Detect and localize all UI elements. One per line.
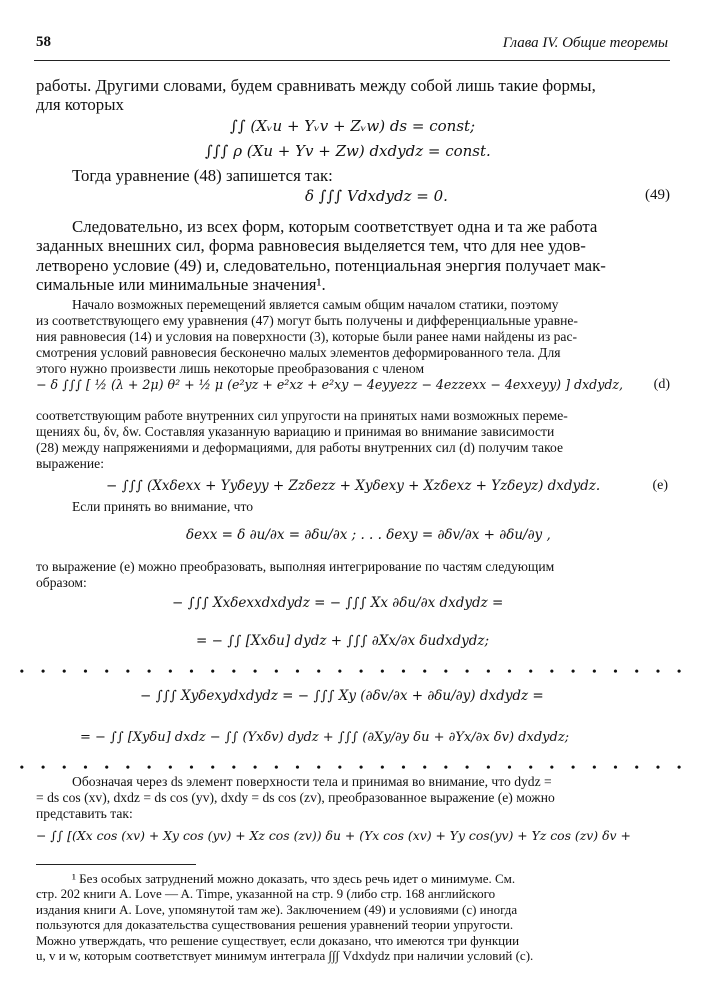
text-line: соответствующим работе внутренних сил упругости на принятых нами возможных переме-	[36, 408, 568, 423]
text-line: Обозначая через ds элемент поверхности тела и принимая во внимание, что dydz =	[72, 774, 552, 789]
text-line: Начало возможных перемещений является самым общим началом статики, поэтому	[72, 297, 559, 312]
paragraph-then: Тогда уравнение (48) запишется так:	[72, 166, 333, 185]
text-line: щениях δu, δv, δw. Составляя указанную вариацию и принимая во внимание зависимости	[36, 424, 555, 440]
text-line: из соответствующего ему уравнения (47) могут быть получены и дифференциальные уравне-	[36, 313, 578, 329]
equation-h1: − ∫∫∫ Xyδexydxdydz = − ∫∫∫ Xy (∂δv/∂x + ∂δu/∂y) dxdydz =	[140, 688, 544, 704]
equation-49-tag: (49)	[645, 187, 670, 203]
text-line: смотрения условий равновесия бесконечно малых элементов деформированного тела. Для	[36, 345, 561, 361]
text-line: Можно утверждать, что решение существует, если доказано, что имеются три функции	[36, 932, 520, 948]
equation-strain-variations: δexx = δ ∂u/∂x = ∂δu/∂x ; . . . δexy = ∂δv/∂x + ∂δu/∂y ,	[186, 527, 551, 543]
dotted-separator: • • • • • • • • • • • • • • • • • • • • • • • • • • • • • • • •	[19, 664, 689, 678]
text-line: образом:	[36, 575, 87, 591]
equation-volume-work: ∫∫∫ ρ (Xu + Yv + Zw) dxdydz = const.	[205, 142, 491, 160]
chapter-title: Глава IV. Общие теоремы	[502, 35, 668, 51]
header-rule	[34, 60, 670, 61]
text-line: Следовательно, из всех форм, которым соответствует одна и та же работа	[72, 217, 598, 236]
equation-g1: − ∫∫∫ Xxδexxdxdydz = − ∫∫∫ Xx ∂δu/∂x dxdydz =	[172, 595, 504, 611]
text-line: u, v и w, которым соответствует минимум интеграла ∫∫∫ Vdxdydz при наличии условий (c).	[36, 948, 534, 964]
paragraph-virtual-displacements	[36, 297, 672, 377]
text-line: издания книги A. Love, упомянутой там же). Заключением (49) и условиями (c) иногда	[36, 901, 518, 917]
footnote-rule	[36, 864, 196, 865]
text-line: выражение:	[36, 456, 104, 472]
text-line: = ds cos (xv), dxdz = ds cos (yv), dxdy = ds cos (zv), преобразованное выражение (e) можно	[36, 790, 555, 806]
text-line: симальные или минимальные значения¹.	[36, 275, 326, 295]
equation-49: δ ∫∫∫ Vdxdydz = 0.	[305, 187, 448, 205]
equation-i: − ∫∫ [(Xx cos (xv) + Xy cos (yv) + Xz cos (zv)) δu + (Yx cos (xv) + Yy cos(yv) + Yz cos (zv) δv +	[36, 828, 631, 843]
text-line: то выражение (e) можно преобразовать, выполняя интегрирование по частям следующим	[36, 559, 555, 574]
paragraph-surface-element	[36, 774, 672, 822]
paragraph-conclusion	[36, 217, 672, 295]
page-number: 58	[36, 34, 51, 50]
text-line: заданных внешних сил, форма равновесия выделяется тем, что для нее удов-	[36, 236, 586, 256]
equation-d: − δ ∫∫∫ [ ½ (λ + 2μ) θ² + ½ μ (e²yz + e²xz + e²xy − 4eyyezz − 4ezzexx − 4exxeyy) ] dxdydz,	[36, 377, 624, 392]
text-line: представить так:	[36, 806, 133, 822]
paragraph-note: Если принять во внимание, что	[72, 499, 254, 514]
equation-e-tag: (e)	[652, 478, 668, 493]
equation-e: − ∫∫∫ (Xxδexx + Yyδeyy + Zzδezz + Xyδexy + Xzδexz + Yzδeyz) dxdydz.	[106, 478, 601, 494]
equation-g2: = − ∫∫ [Xxδu] dydz + ∫∫∫ ∂Xx/∂x δudxdydz;	[196, 633, 490, 649]
equation-h2: = − ∫∫ [Xyδu] dxdz − ∫∫ (Yxδv) dydz + ∫∫∫ (∂Xy/∂y δu + ∂Yx/∂x δv) dxdydz;	[80, 730, 570, 745]
text-line: (28) между напряжениями и деформациями, для работы внутренних сил (d) получим такое	[36, 440, 563, 456]
paragraph-variation	[36, 408, 672, 472]
footnote	[36, 871, 672, 964]
text-line: ¹ Без особых затруднений можно доказать, что здесь речь идет о минимуме. См.	[72, 871, 516, 886]
text-line: этого нужно произвести лишь некоторые преобразования с членом	[36, 361, 425, 377]
text-line: ния равновесия (14) и условия на поверхности (3), которые были ранее нами найдены из рас-	[36, 329, 578, 345]
paragraph-integration	[36, 559, 672, 591]
equation-surface-work: ∫∫ (Xᵥu + Yᵥv + Zᵥw) ds = const;	[230, 117, 476, 135]
text-line: пользуются для доказательства существования решения уравнений теории упругости.	[36, 917, 514, 933]
text-line: для которых	[36, 95, 124, 115]
text-line: летворено условие (49) и, следовательно, потенциальная энергия получает мак-	[36, 255, 606, 275]
text-line: стр. 202 книги A. Love — A. Timpe, указанной на стр. 9 (либо стр. 168 английского	[36, 886, 496, 902]
paragraph-intro	[36, 76, 672, 115]
text-line: работы. Другими словами, будем сравнивать между собой лишь такие формы,	[36, 76, 596, 95]
dotted-separator: • • • • • • • • • • • • • • • • • • • • • • • • • • • • • • • •	[19, 760, 689, 774]
equation-d-tag: (d)	[653, 377, 670, 392]
